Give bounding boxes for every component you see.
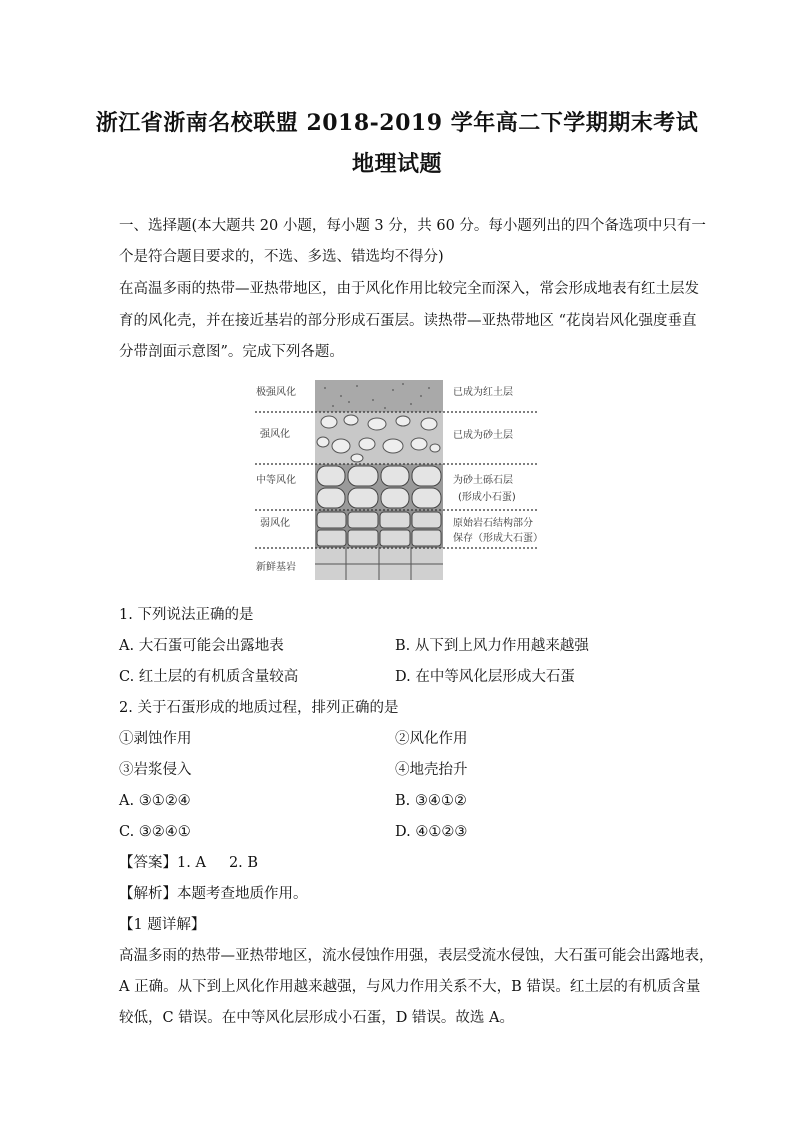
section-intro-line-1: 一、选择题(本大题共 20 小题，每小题 3 分，共 60 分。每小题列出的四个备选项中只有一 bbox=[119, 218, 706, 234]
question-2-option-c: C. ③②④① bbox=[119, 824, 191, 840]
question-2-option-d: D. ④①②③ bbox=[395, 824, 468, 840]
question-1-stem: 1. 下列说法正确的是 bbox=[119, 607, 254, 623]
answer-line: 【答案】1. A 2. B bbox=[119, 855, 259, 871]
profile-column bbox=[315, 380, 443, 580]
title-line-2: 地理试题 bbox=[351, 151, 442, 177]
question-1-option-b: B. 从下到上风力作用越来越强 bbox=[395, 638, 589, 654]
question-2-option-b: B. ③④①② bbox=[395, 793, 467, 809]
label-sandy-gravel: 为砂土砾石层 bbox=[453, 475, 513, 486]
question-1-option-c: C. 红土层的有机质含量较高 bbox=[119, 669, 299, 685]
question-2-item-3: ③岩浆侵入 bbox=[119, 762, 192, 778]
label-large-boulders: 保存（形成大石蛋） bbox=[453, 533, 543, 544]
detail-line-2: A 正确。从下到上风化作用越来越强，与风力作用关系不大，B 错误。红土层的有机质含量 bbox=[119, 979, 701, 995]
label-extreme-weathering: 极强风化 bbox=[256, 387, 296, 398]
detail-heading: 【1 题详解】 bbox=[119, 917, 206, 933]
analysis-line: 【解析】本题考查地质作用。 bbox=[119, 886, 308, 902]
label-small-boulders: (形成小石蛋) bbox=[458, 492, 516, 503]
title-line-1: 浙江省浙南名校联盟 2018-2019 学年高二下学期期末考试 bbox=[95, 110, 699, 136]
label-original-structure: 原始岩石结构部分 bbox=[453, 518, 533, 529]
question-2-item-4: ④地壳抬升 bbox=[395, 762, 468, 778]
label-weak-weathering: 弱风化 bbox=[260, 518, 290, 529]
question-1-option-d: D. 在中等风化层形成大石蛋 bbox=[395, 669, 575, 685]
question-2-item-2: ②风化作用 bbox=[395, 731, 468, 747]
label-strong-weathering: 强风化 bbox=[260, 429, 290, 440]
question-2-item-1: ①剥蚀作用 bbox=[119, 731, 192, 747]
label-red-soil: 已成为红土层 bbox=[453, 387, 513, 398]
passage-line-2: 育的风化壳，并在接近基岩的部分形成石蛋层。读热带—亚热带地区 “花岗岩风化强度垂直 bbox=[119, 313, 697, 329]
label-fresh-bedrock: 新鲜基岩 bbox=[256, 562, 296, 573]
label-sandy-soil: 已成为砂土层 bbox=[453, 430, 513, 441]
passage-line-1: 在高温多雨的热带—亚热带地区，由于风化作用比较完全而深入，常会形成地表有红土层发 bbox=[119, 281, 699, 297]
weathering-profile-figure bbox=[253, 376, 548, 584]
detail-line-3: 较低，C 错误。在中等风化层形成小石蛋，D 错误。故选 A。 bbox=[119, 1010, 515, 1026]
question-2-stem: 2. 关于石蛋形成的地质过程，排列正确的是 bbox=[119, 700, 399, 716]
detail-line-1: 高温多雨的热带—亚热带地区，流水侵蚀作用强，表层受流水侵蚀，大石蛋可能会出露地表， bbox=[119, 948, 714, 964]
question-1-option-a: A. 大石蛋可能会出露地表 bbox=[119, 638, 284, 654]
question-2-option-a: A. ③①②④ bbox=[119, 793, 191, 809]
passage-line-3: 分带剖面示意图”。完成下列各题。 bbox=[119, 344, 344, 360]
section-intro-line-2: 个是符合题目要求的，不选、多选、错选均不得分) bbox=[119, 249, 444, 265]
red-soil-layer bbox=[315, 380, 443, 412]
label-medium-weathering: 中等风化 bbox=[256, 475, 296, 486]
